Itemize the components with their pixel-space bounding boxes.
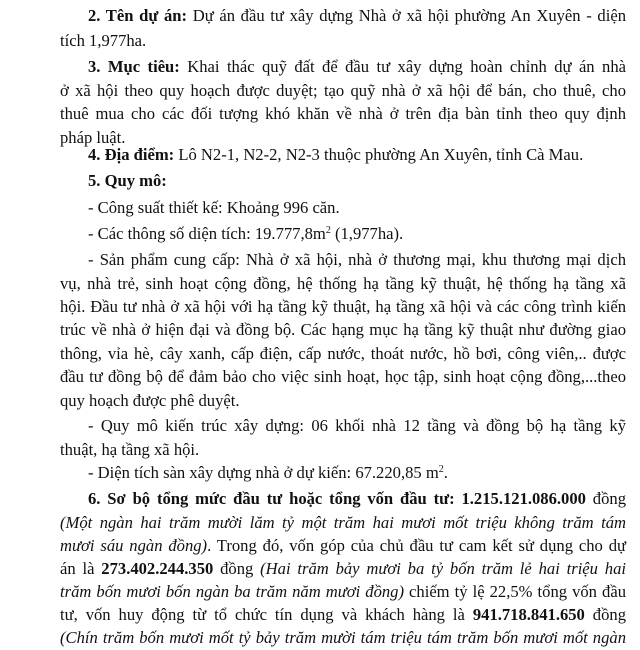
italic-text: (Hai trăm bảy mươi ba tỷ bốn trăm lẻ hai triệu hai: [260, 559, 627, 578]
text: trúc về nhà ở hiện đại và đồng bộ. Các hạng mục hạ tầng kỹ thuật như đường giao: [60, 320, 626, 339]
text: - Quy mô kiến trúc xây dựng: 06 khối nhà 12 tầng và đồng bộ hạ tầng kỹ: [88, 416, 626, 435]
italic-text: (Một ngàn hai trăm mười lăm tỷ một trăm hai mươi mốt triệu không trăm tám: [60, 513, 626, 532]
text-line: [60, 29, 626, 53]
text-line: [60, 318, 626, 342]
text-line: [60, 295, 626, 319]
superscript: 2: [325, 225, 331, 236]
text-line: [88, 222, 626, 246]
text: Khai thác quỹ đất để đầu tư xây dựng hoàn chỉnh dự án nhà: [179, 57, 626, 76]
text: đồng: [213, 559, 261, 578]
text: .: [443, 463, 448, 482]
text-line: [88, 487, 626, 511]
italic-text: mươi sáu ngàn đồng): [60, 536, 208, 555]
text-line: [60, 438, 626, 462]
text-line: [88, 4, 626, 28]
text-line: [60, 557, 626, 581]
bold-text: 4. Địa điểm:: [88, 145, 175, 164]
text-line: [88, 55, 626, 79]
text-line: [60, 534, 626, 558]
text: pháp luật.: [60, 128, 126, 147]
text: thuật, hạ tầng xã hội.: [60, 440, 200, 459]
bold-text: 273.402.244.350: [101, 559, 214, 578]
superscript: 2: [438, 464, 444, 475]
text-line: [88, 196, 626, 220]
italic-text: (Chín trăm bốn mươi mốt tỷ bảy trăm mười tám triệu tám trăm bốn mươi mốt ngàn: [60, 628, 626, 647]
text: . Trong đó, vốn góp của chủ đầu tư cam kết sử dụng cho dự: [207, 536, 626, 555]
text-line: [60, 342, 626, 366]
text-line: [88, 248, 626, 272]
text-line: [60, 365, 626, 389]
bold-text: 3. Mục tiêu:: [88, 57, 180, 76]
bold-text: 5. Quy mô:: [88, 171, 167, 190]
bold-text: 6. Sơ bộ tổng mức đầu tư hoặc tổng vốn đầu tư: 1.215.121.086.000: [88, 489, 586, 508]
text-line: [60, 272, 626, 296]
bold-text: 941.718.841.650: [472, 605, 585, 624]
text: chiếm tỷ lệ 22,5% tổng vốn đầu: [404, 582, 626, 601]
text: - Sản phẩm cung cấp: Nhà ở xã hội, nhà ở thương mại, khu thương mại dịch: [88, 250, 626, 269]
text: đồng: [585, 489, 626, 508]
bold-text: 2. Tên dự án:: [88, 6, 188, 25]
text: đồng: [584, 605, 626, 624]
text-line: [88, 143, 626, 167]
text: hội. Đầu tư nhà ở xã hội với hạ tầng kỹ thuật, hạ tầng xã hội và các công trình kiến: [60, 297, 626, 316]
text: thông, vỉa hè, cây xanh, cấp điện, cấp nước, thoát nước, hồ bơi, công viên,.. được: [60, 344, 626, 363]
text-line: [60, 389, 626, 413]
text: quy hoạch được phê duyệt.: [60, 391, 240, 410]
text-line: [60, 603, 626, 627]
text-line: [60, 511, 626, 535]
text: án là: [60, 559, 102, 578]
text-line: [60, 580, 626, 604]
text: ở xã hội theo quy hoạch được duyệt; tạo quỹ nhà ở xã hội để bán, cho thuê, cho: [60, 81, 626, 100]
italic-text: trăm bốn mươi bốn ngàn ba trăm năm mươi đồng): [60, 582, 404, 601]
text: vụ, nhà trẻ, sinh hoạt cộng đồng, hệ thống hạ tầng kỹ thuật, hệ thống hạ tầng xã: [60, 274, 626, 293]
text-line: [60, 626, 626, 650]
text: (1,977ha).: [330, 224, 404, 243]
text: tư, vốn huy động từ tổ chức tín dụng và khách hàng là: [60, 605, 473, 624]
text: - Diện tích sàn xây dựng nhà ở dự kiến: 67.220,85 m: [88, 463, 439, 482]
text: đầu tư đồng bộ để đảm bảo cho việc sinh hoạt, học tập, sinh hoạt cộng đồng,...theo: [60, 367, 626, 386]
text: thuê mua cho các đối tượng khó khăn về nhà ở trên địa bàn tỉnh theo quy định: [60, 104, 626, 123]
text-line: [60, 79, 626, 103]
text-line: [88, 414, 626, 438]
text: - Công suất thiết kế: Khoảng 996 căn.: [88, 198, 340, 217]
text-line: [60, 102, 626, 126]
text: Dự án đầu tư xây dựng Nhà ở xã hội phường An Xuyên - diện: [187, 6, 626, 25]
text: tích 1,977ha.: [60, 31, 147, 50]
text-line: [88, 461, 626, 485]
text: Lô N2-1, N2-2, N2-3 thuộc phường An Xuyên, tỉnh Cà Mau.: [174, 145, 584, 164]
text-line: [88, 169, 626, 193]
text: - Các thông số diện tích: 19.777,8m: [88, 224, 326, 243]
